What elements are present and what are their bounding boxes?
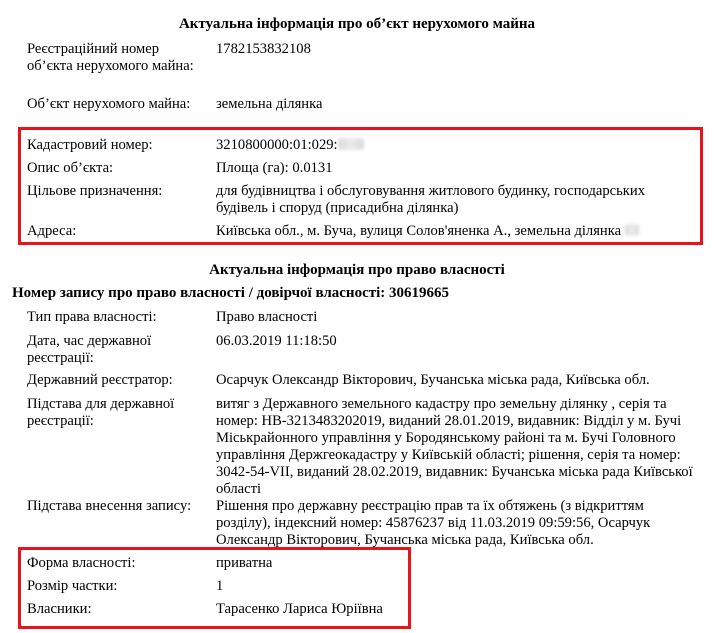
value-address	[216, 223, 696, 240]
value-share-size: 1	[216, 578, 224, 594]
value-registrar: Осарчук Олександр Вікторович, Бучанська міська рада, Київська обл.	[216, 372, 650, 388]
cadastral-number-text: 3210800000:01:029:	[216, 137, 338, 153]
label-ownership-type: Тип права власності:	[27, 309, 157, 325]
label-registrar: Державний реєстратор:	[27, 372, 173, 388]
label-cadastral-number: Кадастровий номер:	[27, 137, 153, 153]
record-number-heading: Номер запису про право власності / довірчої власності: 30619665	[12, 285, 450, 301]
value-registration-date: 06.03.2019 11:18:50	[216, 333, 337, 349]
label-owners: Власники:	[27, 601, 92, 617]
label-share-size: Розмір частки:	[27, 578, 118, 594]
value-registration-number: 1782153832108	[216, 41, 311, 57]
label-property-object: Об’єкт нерухомого майна:	[27, 96, 191, 112]
label-address: Адреса:	[27, 223, 77, 239]
value-description: Площа (га): 0.0131	[216, 160, 333, 176]
value-property-object: земельна ділянка	[216, 96, 323, 112]
label-entry-basis: Підстава внесення запису:	[27, 498, 192, 514]
label-purpose: Цільове призначення:	[27, 183, 163, 199]
label-description: Опис об’єкта:	[27, 160, 114, 176]
value-owners: Тарасенко Лариса Юріївна	[216, 601, 383, 617]
label-registration-basis: Підстава для державної реєстрації:	[27, 396, 175, 429]
value-entry-basis: Рішення про державну реєстрацію прав та їх обтяжень (з відкриттям розділу), індексний номер: 45876237 від 11.03.2019 09:59:56, Осарчук Олександр Вікторович, Бучанська міська рада, Київська обл.	[216, 498, 651, 548]
section-title-ownership: Актуальна інформація про право власності	[209, 262, 505, 278]
value-ownership-type: Право власності	[216, 309, 318, 325]
label-ownership-form: Форма власності:	[27, 555, 136, 571]
value-cadastral-number	[216, 137, 696, 154]
label-registration-number: Реєстраційний номер об’єкта нерухомого майна:	[27, 41, 194, 74]
label-registration-date: Дата, час державної реєстрації:	[27, 333, 152, 366]
address-text: Київська обл., м. Буча, вулиця Солов'яненка А., земельна ділянка	[216, 223, 622, 239]
redacted-mark	[625, 224, 639, 236]
value-purpose: для будівництва і обслуговування житлового будинку, господарських будівель і споруд (присадибна ділянка)	[216, 183, 645, 216]
section-title-property: Актуальна інформація про об’єкт нерухомого майна	[178, 16, 536, 32]
value-registration-basis: витяг з Державного земельного кадастру про земельну ділянку , серія та номер: НВ-3213483202019, виданий 28.01.2019, видавник: Відділ у м. Бучі Міськрайонного управління у Бородянському районі та м. Бучі Головного управління Держгеокадастру у Київській області; рішення, серія та номер: 3042-54-VII, виданий 28.02.2019, видавник: Бучанська міська рада Київської області	[216, 396, 693, 497]
redacted-mark	[338, 138, 364, 150]
value-ownership-form: приватна	[216, 555, 273, 571]
